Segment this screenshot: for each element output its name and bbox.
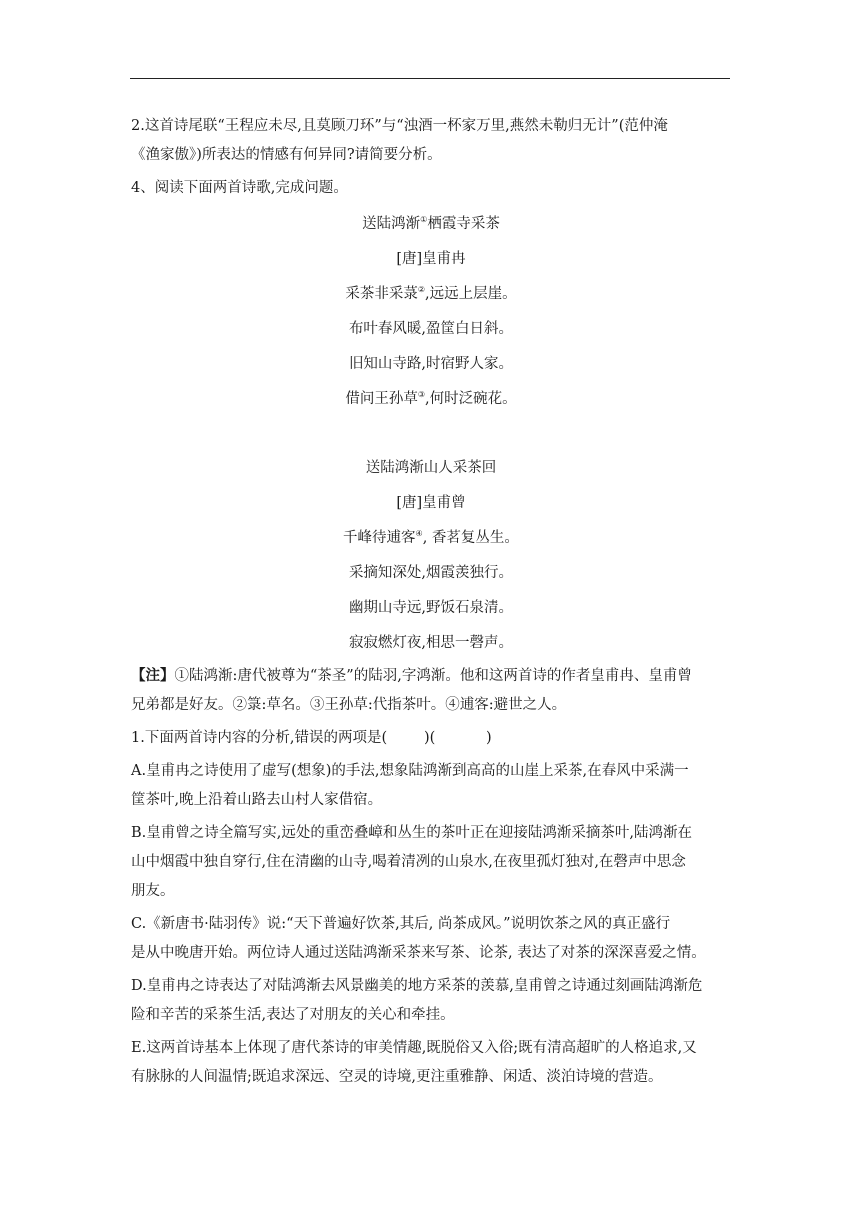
poem-1-line: 采茶非采菉②,远远上层崖。 — [345, 285, 517, 302]
header-rule — [130, 78, 730, 79]
poem-2 — [131, 451, 731, 661]
poem-2-line: 寂寂燃灯夜,相思一磬声。 — [348, 635, 514, 651]
option-b: B.皇甫曾之诗全篇写实,远处的重峦叠嶂和丛生的茶叶正在迎接陆鸿渐采摘茶叶,陆鸿渐在 山中烟霞中独自穿行,住在清幽的山寺,喝着清冽的山泉水,在夜里孤灯独对,在磬声中思念 朋友。 — [131, 825, 692, 899]
annotation-note — [131, 661, 731, 720]
option-c: C.《新唐书·陆羽传》说:“天下普遍好饮茶,其后, 尚茶成风。”说明饮茶之风的真正盛行 是从中晚唐开始。两位诗人通过送陆鸿渐采茶来写茶、论茶, 表达了对茶的深深喜爱之情。 — [131, 916, 706, 961]
note-line-2: 兄弟都是好友。②箓:草名。③王孙草:代指茶叶。④逋客:避世之人。 — [131, 697, 567, 713]
option-e: E.这两首诗基本上体现了唐代茶诗的审美情趣,既脱俗又入俗;既有清高超旷的人格追求,又 有脉脉的人间温情;既追求深远、空灵的诗境,更注重雅静、闲适、淡泊诗境的营造。 — [131, 1040, 697, 1085]
spacer — [131, 417, 731, 447]
footnote-mark: ① — [420, 215, 428, 224]
question-2 — [131, 112, 731, 170]
poem-1 — [131, 207, 731, 417]
poem-1-line: 旧知山寺路,时宿野人家。 — [348, 356, 514, 372]
footnote-mark: ③ — [417, 390, 426, 399]
option-a: A.皇甫冉之诗使用了虚写(想象)的手法,想象陆鸿渐到高高的山崖上采茶,在春风中采满一 筐茶叶,晚上沿着山路去山村人家借宿。 — [131, 763, 689, 808]
question-4-heading: 4、阅读下面两首诗歌,完成问题。 — [131, 180, 348, 196]
poem-1-author: [唐]皇甫冉 — [396, 251, 466, 267]
poem-2-line: 千峰待逋客④, 香茗复丛生。 — [343, 529, 519, 546]
poem-2-author: [唐]皇甫曾 — [396, 495, 466, 511]
footnote-mark: ④ — [415, 529, 423, 538]
poem-1-title: 送陆鸿渐①栖霞寺采茶 — [362, 215, 500, 232]
question-2-line-2: 《渔家傲》)所表达的情感有何异同?请简要分析。 — [131, 147, 442, 163]
poem-2-title: 送陆鸿渐山人采茶回 — [365, 460, 497, 476]
poem-1-line: 布叶春风暖,盈筐白日斜。 — [348, 321, 514, 337]
poem-2-line: 幽期山寺远,野饭石泉清。 — [348, 600, 514, 616]
document-body — [131, 112, 731, 1096]
footnote-mark: ② — [417, 285, 426, 294]
question-1-stem: 1.下面两首诗内容的分析,错误的两项是( )( ) — [131, 730, 492, 746]
poem-2-line: 采摘知深处,烟霞羡独行。 — [348, 565, 514, 581]
note-line-1: ①陆鸿渐:唐代被尊为“茶圣”的陆羽,字鸿渐。他和这两首诗的作者皇甫冉、皇甫曾 — [174, 668, 692, 684]
option-d: D.皇甫冉之诗表达了对陆鸿渐去风景幽美的地方采茶的羡慕,皇甫曾之诗通过刻画陆鸿渐危 险和辛苦的采茶生活,表达了对朋友的关心和牵挂。 — [131, 978, 703, 1023]
poem-1-line: 借问王孙草③,何时泛碗花。 — [345, 390, 517, 407]
note-label: 【注】 — [131, 667, 175, 684]
question-2-line-1: 2.这首诗尾联“王程应未尽,且莫顾刀环”与“浊酒一杯家万里,燕然未勒归无计”(范仲淹 — [131, 118, 668, 134]
